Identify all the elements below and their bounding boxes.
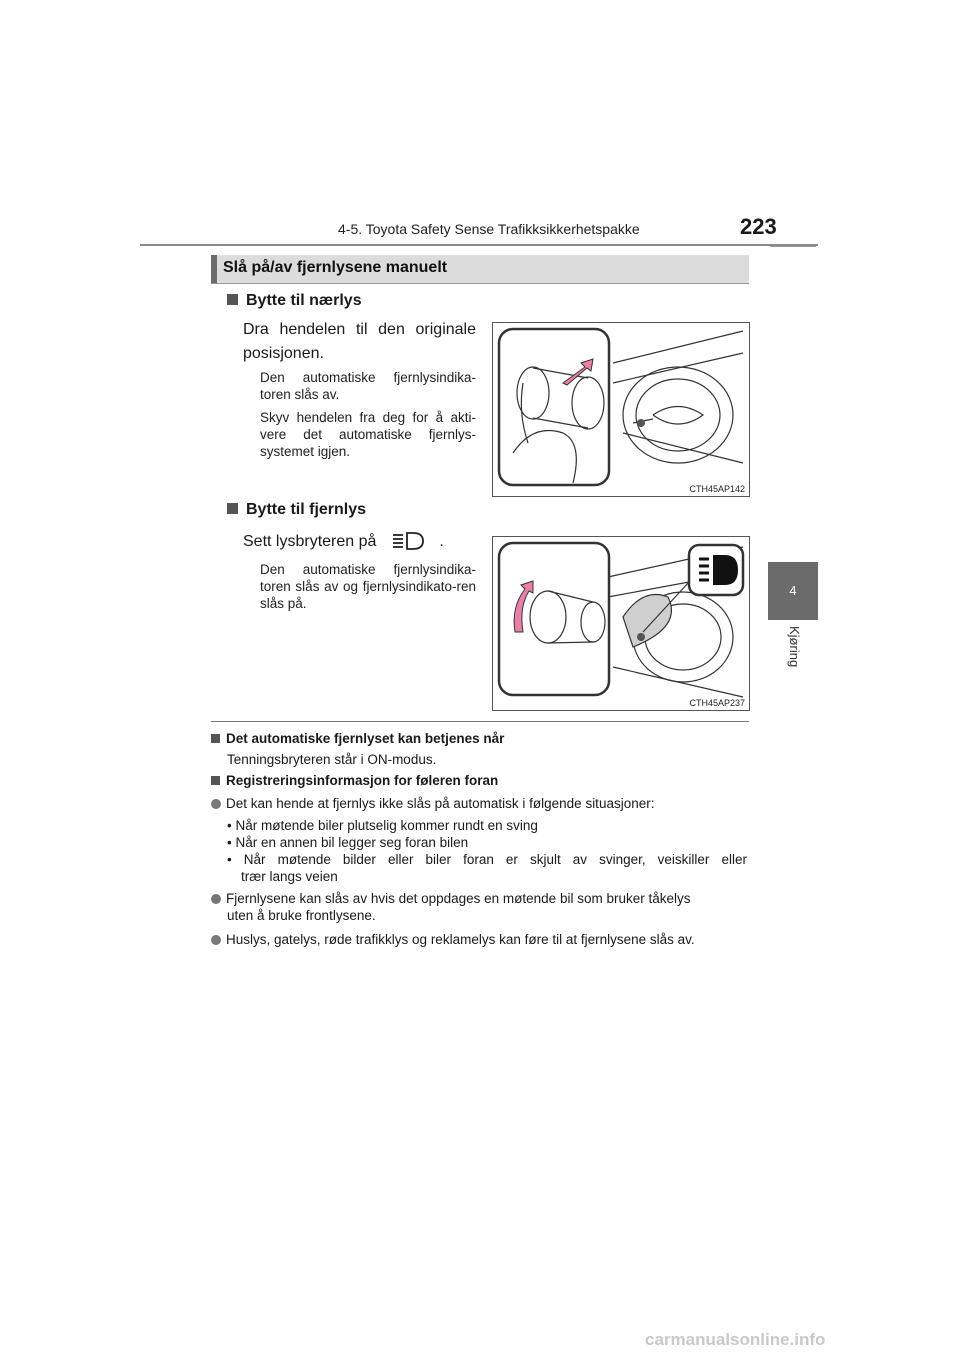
high-beam-heading-text: Bytte til fjernlys bbox=[246, 501, 367, 518]
lever-pull-illustration bbox=[493, 323, 749, 496]
square-bullet-icon bbox=[227, 503, 238, 514]
high-beam-icon bbox=[391, 531, 425, 551]
round-bullet-icon bbox=[211, 894, 221, 904]
round-bullet-icon bbox=[211, 799, 221, 809]
chapter-tab-label: Kjøring bbox=[787, 626, 802, 668]
sensor-bullet-1-text: Det kan hende at fjernlys ikke slås på automatisk i følgende situasjoner: bbox=[226, 796, 655, 811]
high-beam-instruction bbox=[243, 530, 476, 554]
sensor-sub-2-text: Når en annen bil legger seg foran bilen bbox=[235, 835, 469, 850]
high-beam-note-1: Den automatiske fjernlysindika-toren slås av og fjernlysindikato-ren slås på. bbox=[260, 562, 476, 611]
section-title: Slå på/av fjernlysene manuelt bbox=[223, 259, 448, 276]
section-title-bar bbox=[211, 255, 749, 283]
operate-heading-text: Det automatiske fjernlyset kan betjenes når bbox=[226, 731, 505, 746]
sensor-bullet-3-text: Huslys, gatelys, røde trafikklys og reklamelys kan føre til at fjernlysene slås av. bbox=[226, 932, 695, 947]
notes-divider bbox=[211, 721, 749, 722]
high-beam-figure-code: CTH45AP237 bbox=[689, 698, 745, 708]
watermark[interactable]: carmanualsonline.info bbox=[645, 1330, 826, 1349]
high-beam-instruction-text: Sett lysbryteren på bbox=[243, 533, 377, 550]
square-bullet-icon bbox=[211, 734, 220, 743]
high-beam-instruction-suffix: . bbox=[439, 533, 444, 550]
low-beam-heading bbox=[227, 292, 362, 310]
sensor-bullet-1 bbox=[211, 795, 654, 812]
chapter-title: 4-5. Toyota Safety Sense Trafikksikkerhetspakke bbox=[338, 221, 640, 237]
sensor-sub-3-continued: trær langs veien bbox=[241, 869, 338, 884]
section-accent bbox=[211, 255, 217, 283]
low-beam-figure-code: CTH45AP142 bbox=[689, 484, 745, 494]
lever-push-illustration bbox=[493, 537, 749, 710]
side-rule bbox=[770, 246, 816, 247]
page-number: 223 bbox=[740, 214, 777, 239]
round-bullet-icon bbox=[211, 935, 221, 945]
sensor-sub-2: • Når en annen bil legger seg foran bilen bbox=[227, 835, 469, 850]
sensor-bullet-2-continued: uten å bruke frontlysene. bbox=[227, 908, 376, 923]
chapter-tab: 4 bbox=[768, 562, 818, 620]
low-beam-note-2: Skyv hendelen fra deg for å akti-vere det automatiske fjernlys-systemet igjen. bbox=[260, 410, 476, 459]
low-beam-note-1: Den automatiske fjernlysindika-toren slås av. bbox=[260, 370, 476, 402]
sensor-bullet-3 bbox=[211, 931, 695, 948]
sensor-sub-1: • Når møtende biler plutselig kommer rundt en sving bbox=[227, 818, 538, 833]
sensor-bullet-2-text: Fjernlysene kan slås av hvis det oppdages en møtende bil som bruker tåkelys bbox=[226, 891, 691, 906]
sensor-sub-3: • Når møtende bilder eller biler foran er skjult av svinger, veiskiller eller bbox=[227, 852, 747, 867]
operate-text: Tenningsbryteren står i ON-modus. bbox=[227, 752, 437, 767]
operate-heading bbox=[211, 731, 504, 746]
header-rule bbox=[140, 244, 818, 246]
sensor-bullet-2 bbox=[211, 890, 690, 907]
sensor-sub-1-text: Når møtende biler plutselig kommer rundt en sving bbox=[235, 818, 538, 833]
low-beam-instruction: Dra hendelen til den originale posisjonen. bbox=[243, 321, 476, 362]
high-beam-figure bbox=[492, 536, 750, 711]
sensor-sub-3-text: Når møtende bilder eller biler foran er skjult av svinger, veiskiller eller bbox=[243, 852, 747, 867]
sensor-heading bbox=[211, 773, 498, 788]
section-underline bbox=[211, 283, 749, 284]
high-beam-heading bbox=[227, 501, 366, 519]
square-bullet-icon bbox=[211, 776, 220, 785]
low-beam-heading-text: Bytte til nærlys bbox=[246, 292, 362, 309]
square-bullet-icon bbox=[227, 294, 238, 305]
sensor-heading-text: Registreringsinformasjon for føleren foran bbox=[226, 773, 499, 788]
low-beam-figure bbox=[492, 322, 750, 497]
